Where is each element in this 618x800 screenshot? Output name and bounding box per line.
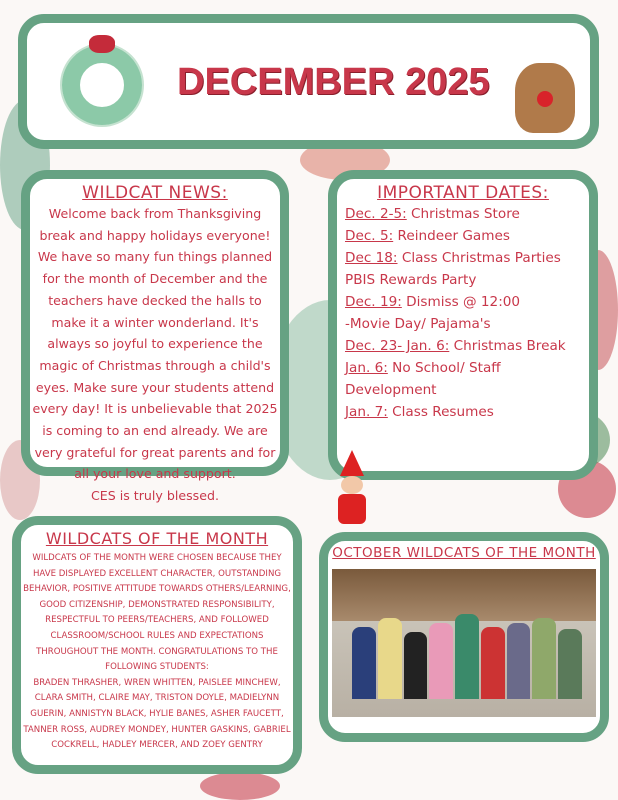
date-item — [345, 379, 581, 401]
date-event: No School/ Staff — [387, 360, 501, 376]
date-item — [345, 269, 581, 291]
page-title: DECEMBER 2025 — [177, 61, 490, 103]
date-label: Jan. 7: — [345, 404, 388, 420]
october-wildcats-panel — [319, 532, 609, 742]
date-item — [345, 401, 581, 423]
wildcat-news-body: Welcome back from Thanksgiving break and happy holidays everyone! We have so many fun things planned for the month of December and the teachers have decked the halls to make it a winter wonderland. It's always so joyful to experience the magic of Christmas through a child's eyes. Make sure your students attend every day! It is unbelievable that 2025 is coming to an end already. We are very grateful for great parents and for all your love and support. — [32, 206, 278, 482]
bow-icon — [89, 35, 115, 53]
date-event: -Movie Day/ Pajama's — [345, 316, 491, 332]
date-label: Dec. 23- Jan. 6: — [345, 338, 450, 354]
date-event: Reindeer Games — [393, 228, 510, 244]
date-item — [345, 225, 581, 247]
date-item — [345, 291, 581, 313]
date-item — [345, 335, 581, 357]
date-event: PBIS Rewards Party — [345, 272, 477, 288]
class-photo — [332, 569, 596, 717]
date-event: Development — [345, 382, 437, 398]
date-item — [345, 247, 581, 269]
date-label: Dec 18: — [345, 250, 398, 266]
date-label: Dec. 2-5: — [345, 206, 407, 222]
october-wildcats-title: OCTOBER WILDCATS OF THE MONTH — [332, 545, 596, 561]
important-dates-title: IMPORTANT DATES: — [377, 183, 549, 203]
date-event: Class Christmas Parties — [397, 250, 561, 266]
reindeer-icon — [515, 63, 575, 133]
elf-icon — [335, 450, 369, 530]
wildcats-of-month-students: BRADEN THRASHER, WREN WHITTEN, PAISLEE MINCHEW, CLARA SMITH, CLAIRE MAY, TRISTON DOYLE, MADIELYNN GUERIN, ANNISTYN BLACK, HYLIE BANES, ASHER FAUCETT, TANNER ROSS, AUDREY MONDEY, HUNTER GASKINS, GABRIEL COCKRELL, HADLEY MERCER, AND ZOEY GENTRY — [23, 677, 291, 751]
date-event: Dismiss @ 12:00 — [401, 294, 521, 310]
wildcat-news-panel — [21, 170, 289, 504]
wreath-icon — [62, 45, 142, 125]
date-event: Christmas Store — [406, 206, 520, 222]
date-item — [345, 357, 581, 379]
date-label: Dec. 5: — [345, 228, 394, 244]
important-dates-panel — [328, 170, 598, 480]
wildcats-of-month-panel — [12, 516, 302, 774]
date-event: Christmas Break — [449, 338, 566, 354]
wildcats-of-month-title: WILDCATS OF THE MONTH — [45, 529, 269, 548]
date-label: Jan. 6: — [345, 360, 388, 376]
header-panel — [18, 14, 599, 149]
wildcat-news-title: WILDCAT NEWS: — [82, 183, 228, 203]
date-item — [345, 203, 581, 225]
wildcats-of-month-body: WILDCATS OF THE MONTH WERE CHOSEN BECAUSE THEY HAVE DISPLAYED EXCELLENT CHARACTER, OUTSTANDING BEHAVIOR, POSITIVE ATTITUDE TOWARDS OTHERS/LEARNING, GOOD CITIZENSHIP, DEMONSTRATED RESPONSIBILITY, RESPECTFUL TO PEERS/TEACHERS, AND FOLLOWED CLASSROOM/SCHOOL RULES AND EXPECTATIONS THROUGHOUT THE MONTH. CONGRATULATIONS TO THE FOLLOWING STUDENTS: — [23, 553, 291, 673]
date-event: Class Resumes — [387, 404, 494, 420]
dates-list — [345, 203, 581, 423]
date-item — [345, 313, 581, 335]
decor-berry — [200, 772, 280, 800]
date-label: Dec. 19: — [345, 294, 402, 310]
wildcat-news-closing: CES is truly blessed. — [91, 488, 219, 504]
